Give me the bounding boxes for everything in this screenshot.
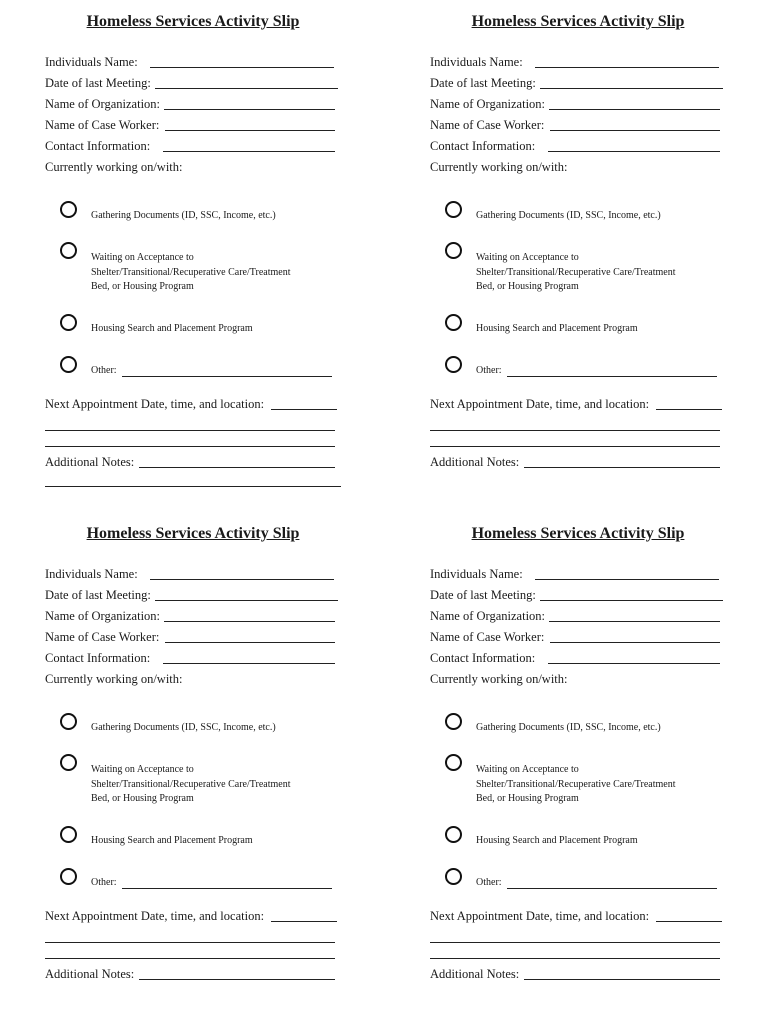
- activity-slip: [45, 12, 385, 512]
- option-radio-circle[interactable]: [445, 314, 462, 331]
- activity-slip: [45, 524, 385, 1024]
- next-appointment-line[interactable]: [430, 942, 720, 943]
- next-appointment-label: Next Appointment Date, time, and location:: [430, 397, 650, 411]
- next-appointment-line[interactable]: [430, 430, 720, 431]
- organization-name-line[interactable]: [549, 621, 720, 622]
- option-waiting-acceptance: Waiting on Acceptance to Shelter/Transitional/Recuperative Care/Treatment Bed, or Housing Program: [91, 252, 291, 292]
- next-appointment-line[interactable]: [45, 430, 335, 431]
- additional-notes-label: Additional Notes:: [430, 455, 520, 469]
- last-meeting-date-line[interactable]: [155, 600, 338, 601]
- next-appointment-line[interactable]: [430, 958, 720, 959]
- additional-notes-label: Additional Notes:: [430, 967, 520, 981]
- case-worker-label: Name of Case Worker:: [430, 630, 545, 644]
- option-gathering-documents: Gathering Documents (ID, SSC, Income, etc.): [91, 722, 276, 733]
- additional-notes-label: Additional Notes:: [45, 455, 135, 469]
- option-housing-search: Housing Search and Placement Program: [476, 835, 638, 846]
- currently-working-label: Currently working on/with:: [45, 160, 183, 174]
- last-meeting-date-label: Date of last Meeting:: [45, 588, 151, 602]
- option-radio-circle[interactable]: [60, 314, 77, 331]
- next-appointment-line[interactable]: [45, 958, 335, 959]
- individuals-name-line[interactable]: [150, 579, 334, 580]
- additional-notes-label: Additional Notes:: [45, 967, 135, 981]
- case-worker-line[interactable]: [165, 130, 335, 131]
- additional-notes-line[interactable]: [524, 467, 720, 468]
- option-radio-circle[interactable]: [445, 868, 462, 885]
- additional-notes-line[interactable]: [45, 486, 341, 487]
- contact-info-label: Contact Information:: [430, 139, 536, 153]
- individuals-name-label: Individuals Name:: [45, 55, 138, 69]
- case-worker-label: Name of Case Worker:: [45, 118, 160, 132]
- next-appointment-line[interactable]: [430, 446, 720, 447]
- option-gathering-documents: Gathering Documents (ID, SSC, Income, etc.): [476, 722, 661, 733]
- last-meeting-date-line[interactable]: [155, 88, 338, 89]
- next-appointment-label: Next Appointment Date, time, and location:: [45, 909, 265, 923]
- organization-name-line[interactable]: [549, 109, 720, 110]
- organization-name-label: Name of Organization:: [430, 609, 546, 623]
- currently-working-label: Currently working on/with:: [430, 160, 568, 174]
- next-appointment-line[interactable]: [656, 921, 722, 922]
- additional-notes-line[interactable]: [139, 467, 335, 468]
- organization-name-label: Name of Organization:: [45, 97, 161, 111]
- contact-info-line[interactable]: [163, 151, 335, 152]
- additional-notes-line[interactable]: [524, 979, 720, 980]
- individuals-name-label: Individuals Name:: [45, 567, 138, 581]
- last-meeting-date-label: Date of last Meeting:: [430, 76, 536, 90]
- next-appointment-line[interactable]: [45, 942, 335, 943]
- option-housing-search: Housing Search and Placement Program: [476, 323, 638, 334]
- contact-info-label: Contact Information:: [45, 651, 151, 665]
- organization-name-label: Name of Organization:: [430, 97, 546, 111]
- option-other-line[interactable]: [122, 888, 332, 889]
- option-other-label: Other:: [476, 365, 502, 376]
- option-waiting-acceptance: Waiting on Acceptance to Shelter/Transitional/Recuperative Care/Treatment Bed, or Housing Program: [476, 252, 676, 292]
- slip-title: Homeless Services Activity Slip: [471, 525, 685, 542]
- next-appointment-label: Next Appointment Date, time, and location:: [45, 397, 265, 411]
- organization-name-label: Name of Organization:: [45, 609, 161, 623]
- slip-title: Homeless Services Activity Slip: [471, 13, 685, 30]
- next-appointment-label: Next Appointment Date, time, and location:: [430, 909, 650, 923]
- option-housing-search: Housing Search and Placement Program: [91, 835, 253, 846]
- last-meeting-date-label: Date of last Meeting:: [430, 588, 536, 602]
- option-housing-search: Housing Search and Placement Program: [91, 323, 253, 334]
- option-waiting-acceptance: Waiting on Acceptance to Shelter/Transitional/Recuperative Care/Treatment Bed, or Housing Program: [91, 764, 291, 804]
- option-other-line[interactable]: [507, 376, 717, 377]
- next-appointment-line[interactable]: [45, 446, 335, 447]
- contact-info-label: Contact Information:: [45, 139, 151, 153]
- option-radio-circle[interactable]: [60, 356, 77, 373]
- individuals-name-line[interactable]: [535, 67, 719, 68]
- option-radio-circle[interactable]: [60, 868, 77, 885]
- last-meeting-date-line[interactable]: [540, 88, 723, 89]
- individuals-name-line[interactable]: [535, 579, 719, 580]
- last-meeting-date-label: Date of last Meeting:: [45, 76, 151, 90]
- contact-info-label: Contact Information:: [430, 651, 536, 665]
- option-radio-circle[interactable]: [60, 713, 77, 730]
- option-waiting-acceptance: Waiting on Acceptance to Shelter/Transitional/Recuperative Care/Treatment Bed, or Housing Program: [476, 764, 676, 804]
- currently-working-label: Currently working on/with:: [45, 672, 183, 686]
- option-radio-circle[interactable]: [445, 754, 462, 771]
- additional-notes-line[interactable]: [139, 979, 335, 980]
- option-other-label: Other:: [476, 877, 502, 888]
- contact-info-line[interactable]: [548, 151, 720, 152]
- organization-name-line[interactable]: [164, 621, 335, 622]
- option-radio-circle[interactable]: [445, 201, 462, 218]
- case-worker-line[interactable]: [550, 130, 720, 131]
- option-radio-circle[interactable]: [60, 826, 77, 843]
- last-meeting-date-line[interactable]: [540, 600, 723, 601]
- slip-title: Homeless Services Activity Slip: [86, 13, 300, 30]
- case-worker-label: Name of Case Worker:: [45, 630, 160, 644]
- option-gathering-documents: Gathering Documents (ID, SSC, Income, etc.): [476, 210, 661, 221]
- option-other-label: Other:: [91, 877, 117, 888]
- contact-info-line[interactable]: [548, 663, 720, 664]
- option-gathering-documents: Gathering Documents (ID, SSC, Income, etc.): [91, 210, 276, 221]
- option-other-label: Other:: [91, 365, 117, 376]
- individuals-name-label: Individuals Name:: [430, 55, 523, 69]
- next-appointment-line[interactable]: [271, 409, 337, 410]
- option-radio-circle[interactable]: [445, 242, 462, 259]
- activity-slip: [430, 524, 770, 1024]
- individuals-name-line[interactable]: [150, 67, 334, 68]
- activity-slip: [430, 12, 770, 512]
- option-radio-circle[interactable]: [445, 826, 462, 843]
- case-worker-label: Name of Case Worker:: [430, 118, 545, 132]
- currently-working-label: Currently working on/with:: [430, 672, 568, 686]
- slip-title: Homeless Services Activity Slip: [86, 525, 300, 542]
- individuals-name-label: Individuals Name:: [430, 567, 523, 581]
- option-other-line[interactable]: [122, 376, 332, 377]
- option-radio-circle[interactable]: [60, 242, 77, 259]
- option-radio-circle[interactable]: [60, 201, 77, 218]
- option-other-line[interactable]: [507, 888, 717, 889]
- case-worker-line[interactable]: [165, 642, 335, 643]
- option-radio-circle[interactable]: [445, 713, 462, 730]
- contact-info-line[interactable]: [163, 663, 335, 664]
- option-radio-circle[interactable]: [60, 754, 77, 771]
- next-appointment-line[interactable]: [656, 409, 722, 410]
- option-radio-circle[interactable]: [445, 356, 462, 373]
- case-worker-line[interactable]: [550, 642, 720, 643]
- next-appointment-line[interactable]: [271, 921, 337, 922]
- organization-name-line[interactable]: [164, 109, 335, 110]
